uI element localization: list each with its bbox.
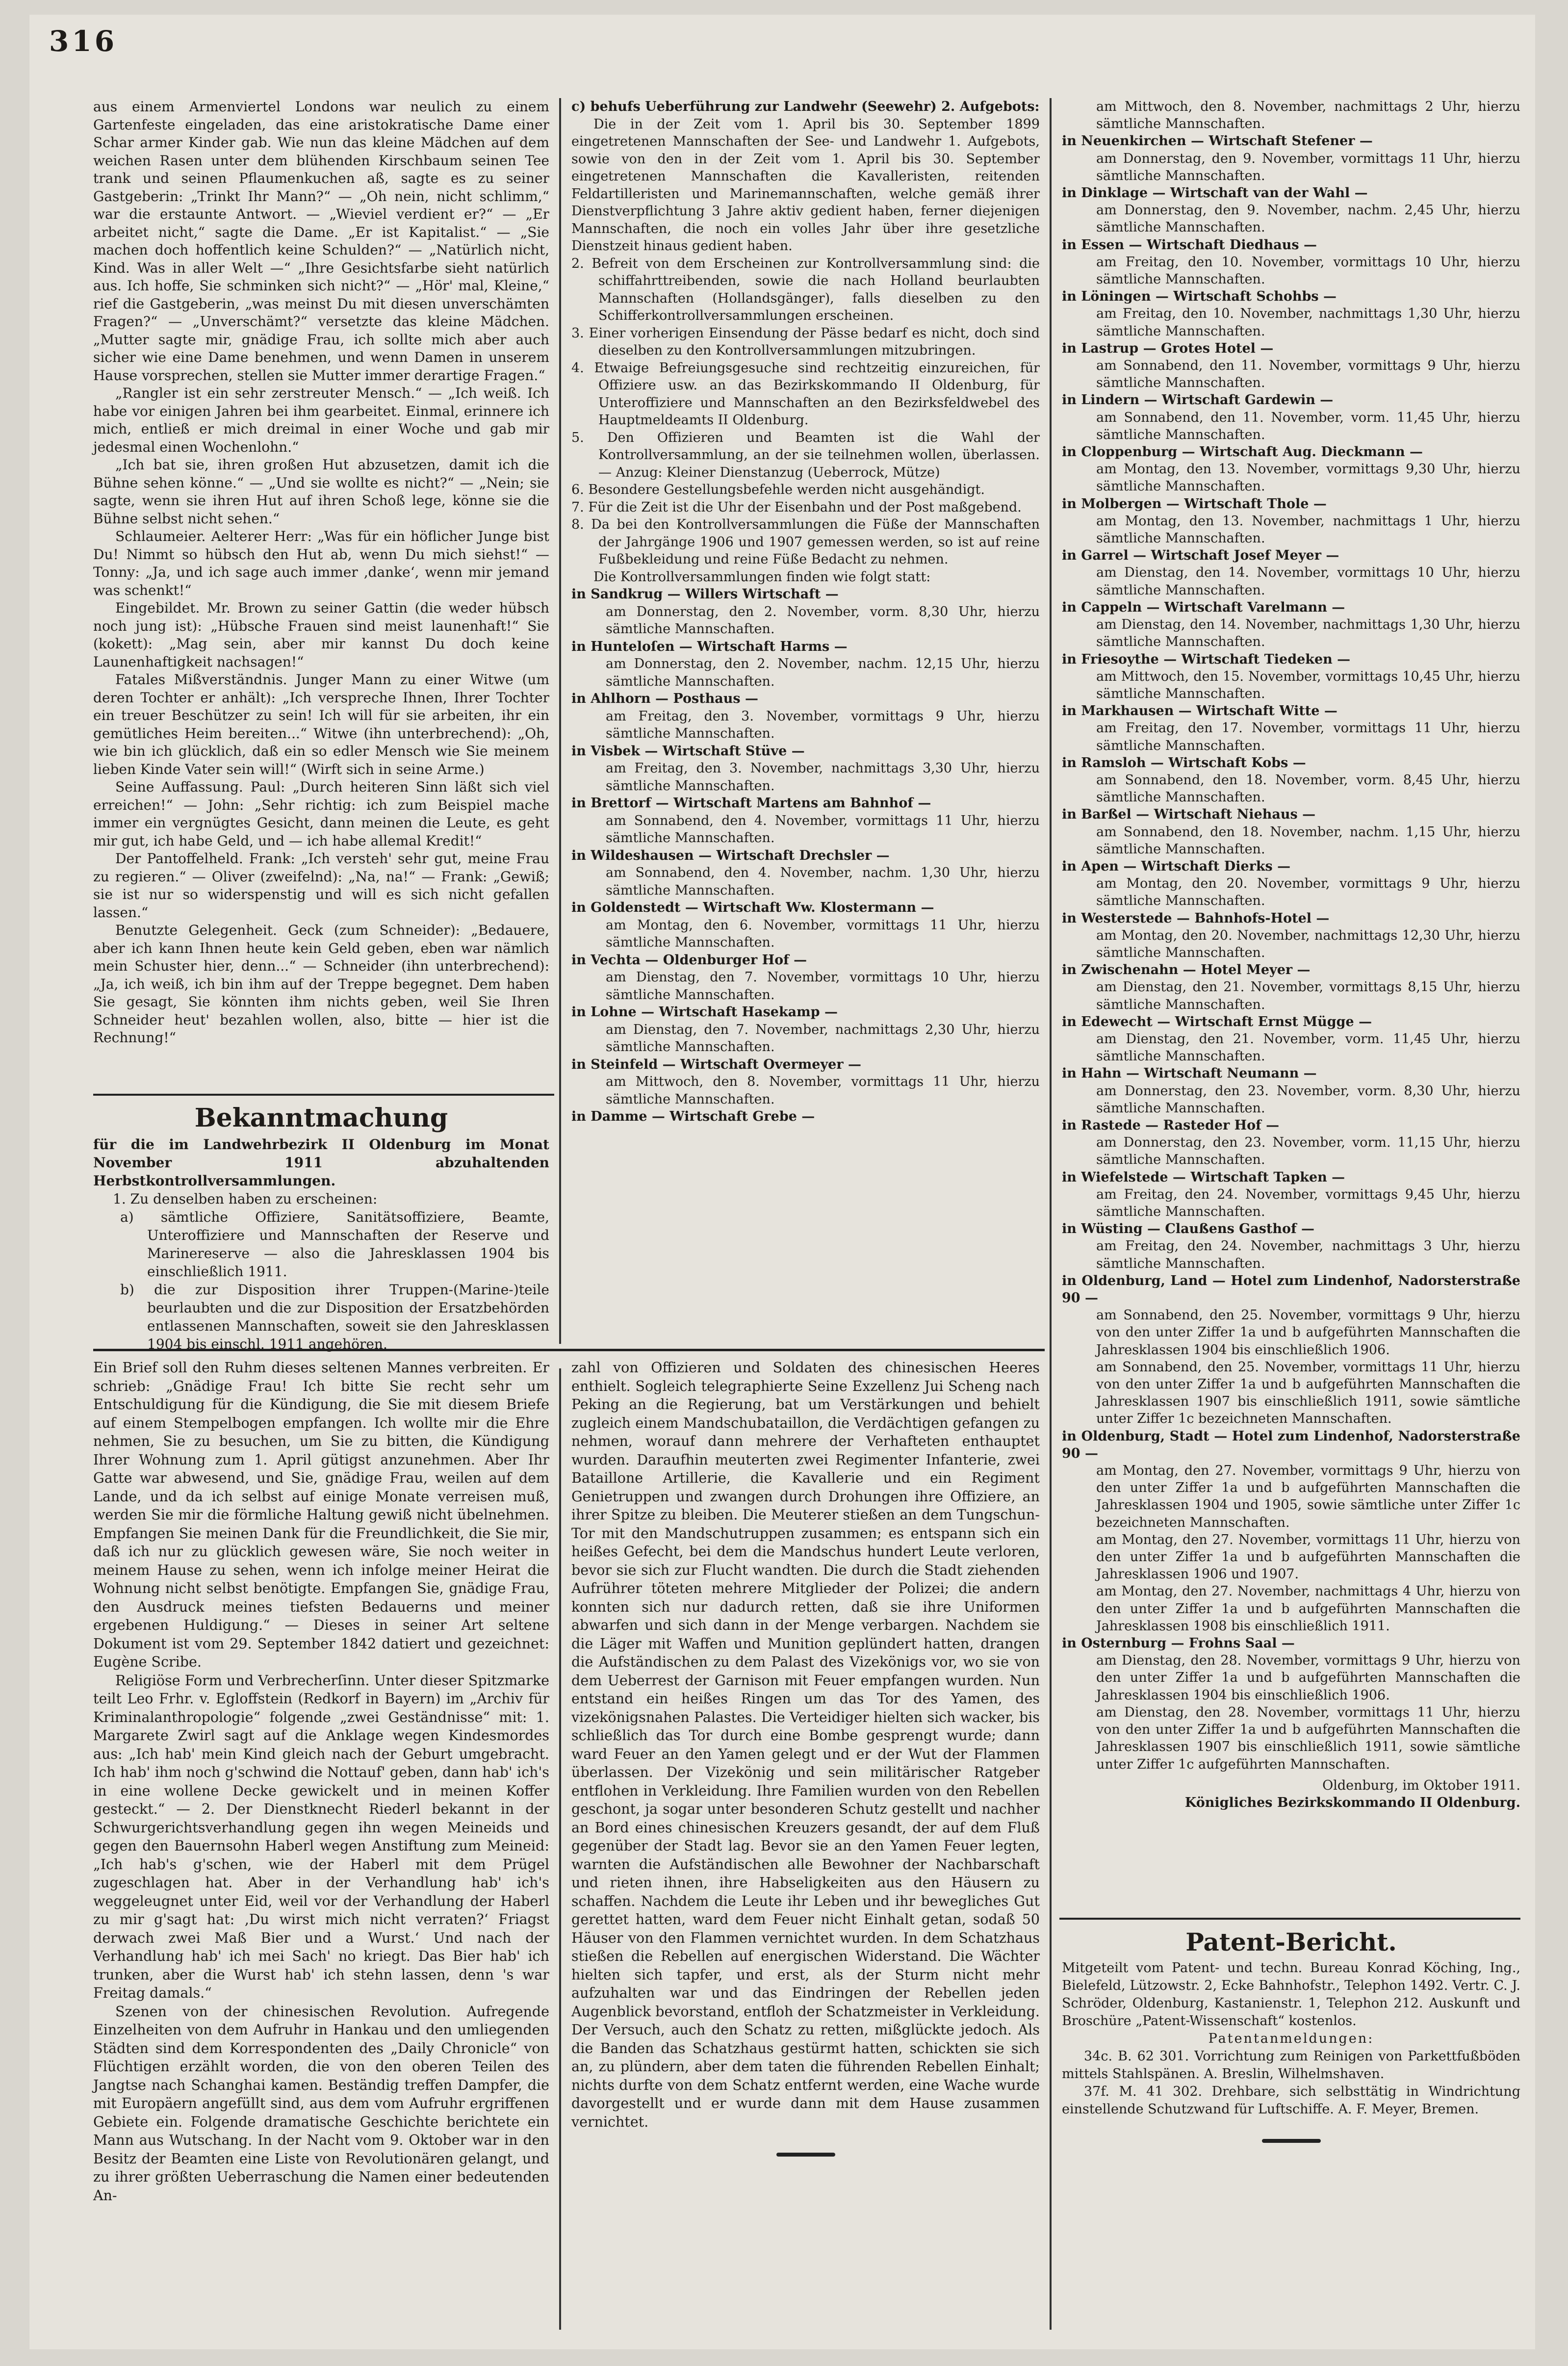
schedule-entry: [1062, 754, 1520, 806]
schedule-time: am Freitag, den 24. November, nachmittags 3 Uhr, hierzu sämtliche Mannschaften.: [1096, 1238, 1520, 1271]
anecdote: „Rangler ist ein sehr zerstreuter Mensch.“ — „Ich weiß. Ich habe vor einigen Jahren bei ihm gearbeitet. Einmal, erinnere ich mich, entließ er mich dreimal in einer Woche und gab mir jedesmal einen Wochenlohn.“: [93, 385, 549, 455]
schedule-entry: [571, 899, 1040, 952]
anecdote: Fatales Mißverständnis. Junger Mann zu einer Witwe (um deren Tochter er anhält): „Ich verspreche Ihnen, Ihrer Tochter ein treuer Beschützer zu sein! Ich will für sie arbeiten, ihr ein gemütliches Heim bereiten...“ Witwe (ihn unterbrechend): „Oh, wie bin ich glücklich, daß ein so edler Mensch wie Sie meinem lieben Kinde Vater sein will!“ (Wirft sich in seine Arme.): [93, 671, 549, 777]
schedule-location: in Markhausen — Wirtschaft Witte —: [1062, 703, 1337, 719]
schedule-time: am Freitag, den 10. November, nachmittags 1,30 Uhr, hierzu sämtliche Mannschaften.: [1096, 306, 1520, 339]
schedule-entry: [571, 690, 1040, 743]
schedule-entry: [571, 638, 1040, 691]
schedule-location: in Barßel — Wirtschaft Niehaus —: [1062, 807, 1316, 823]
anecdote: Eingebildet. Mr. Brown zu seiner Gattin (die weder hübsch noch jung ist): „Hübsche Frauen sind meist launenhaft!“ Sie (kokett): „Mag sein, aber mir kannst Du doch keine Launenhaftigkeit nachsagen!“: [93, 600, 549, 670]
schedule-location: in Cloppenburg — Wirtschaft Aug. Dieckmann —: [1062, 444, 1423, 460]
schedule-time: am Dienstag, den 28. November, vormittags 11 Uhr, hierzu von den unter Ziffer 1a und b aufgeführten Mannschaften die Jahresklassen 1907 bis einschließlich 1911, sowie sämtliche unter Ziffer 1c aufgeführten Mannschaften.: [1096, 1704, 1520, 1772]
schedule-time: am Donnerstag, den 9. November, nachm. 2,45 Uhr, hierzu sämtliche Mannschaften.: [1096, 203, 1520, 235]
schedule-time: am Freitag, den 3. November, nachmittags 3,30 Uhr, hierzu sämtliche Mannschaften.: [606, 761, 1040, 794]
schedule-time: am Dienstag, den 7. November, vormittags 10 Uhr, hierzu sämtliche Mannschaften.: [606, 970, 1040, 1003]
schedule-time: am Montag, den 20. November, vormittags 9 Uhr, hierzu sämtliche Mannschaften.: [1096, 876, 1520, 909]
article-china: Szenen von der chinesischen Revolution. Aufregende Einzelheiten von dem Aufruhr in Hankau und den umliegenden Städten sind dem Korrespondenten des „Daily Chronicle“ von Flüchtigen erzählt worden, die von den oberen Teilen des Jangtse nach Schanghai kamen. Beständig treffen Dampfer, die mit Europäern angefüllt sind, aus dem vom Aufruhr ergriffenen Gebiete ein. Folgende dramatische Geschichte berichtete ein Mann aus Wutschang. In der Nacht vom 9. Oktober war in den Besitz der Beamten eine Liste von Revolutionären gelangt, und zu ihrer größten Ueberraschung die Namen einer bedeutenden An-: [93, 2003, 549, 2204]
column-rule: [1050, 98, 1052, 2330]
bekanntmachung-item: 1. Zu denselben haben zu erscheinen:: [113, 1191, 378, 1207]
schedule-entry: [1062, 702, 1520, 754]
schedule-entry: [1062, 98, 1520, 132]
schedule-location: in Wildeshausen — Wirtschaft Drechsler —: [571, 848, 890, 863]
schedule-entry: [1062, 806, 1520, 858]
schedule-location: in Ramsloh — Wirtschaft Kobs —: [1062, 755, 1306, 771]
schedule-time: am Montag, den 13. November, nachmittags 1 Uhr, hierzu sämtliche Mannschaften.: [1096, 513, 1520, 546]
schedule-entry: [1062, 184, 1520, 236]
schedule-time: am Sonnabend, den 25. November, vormittags 9 Uhr, hierzu von den unter Ziffer 1a und b aufgeführten Mannschaften die Jahresklassen 1904 bis einschließlich 1906.: [1096, 1308, 1520, 1358]
schedule-entry: [571, 1108, 1040, 1126]
schedule-location: in Oldenburg, Stadt — Hotel zum Lindenhof, Nadorsterstraße 90 —: [1062, 1428, 1520, 1461]
schedule-location: in Rastede — Rasteder Hof —: [1062, 1117, 1280, 1133]
schedule-list: [1062, 98, 1520, 1773]
closing-dash: [571, 2143, 1040, 2161]
anecdote: „Ich bat sie, ihren großen Hut abzusetzen, damit ich die Bühne sehen könne.“ — „Und sie wollte es nicht?“ — „Nein; sie sagte, wenn sie ihren Hut auf ihren Schoß lege, könne sie die Bühne selbst nicht sehen.“: [93, 457, 549, 527]
schedule-location: in Apen — Wirtschaft Dierks —: [1062, 858, 1291, 874]
schedule-location: in Osternburg — Frohns Saal —: [1062, 1636, 1295, 1651]
article-religion: Religiöse Form und Verbrecherſinn. Unter dieser Spitzmarke teilt Leo Frhr. v. Egloffstein (Redkorf in Bayern) im „Archiv für Kriminalanthropologie“ folgende „zwei Geständnisse“ mit: 1. Margarete Zwirl sagt auf die Anklage wegen Kindesmordes aus: „Ich hab' mein Kind gleich nach der Geburt umgebracht. Ich hab' ihm noch g'schwind die Nottauf' geben, dann hab' ich's in eine wollene Decke gewickelt und in meinen Koffer gesteckt.“ — 2. Der Dienstknecht Riederl bekannt in der Schwurgerichtsverhandlung gegen ihn wegen Meineids und gegen den Bauernsohn Haberl wegen Anstiftung zum Meineid: „Ich hab's g'schen, wie der Haberl mit dem Prügel zugeschlagen hat. Aber in der Verhandlung hab' ich's weggeleugnet unter Eid, weil vor der Verhandlung der Haberl zu mir g'sagt hat: ‚Du wirst mich nicht verraten?‘ Friagst derwach zwei Maß Bier und a Wurst.‘ Und nach der Verhandlung hab' ich mei Sach' no kriegt. Das Bier hab' ich trunken, aber die Wurst hab' ich stehn lassen, denn 's war Freitag damals.“: [93, 1672, 549, 2001]
schedule-location: in Goldenstedt — Wirtschaft Ww. Klostermann —: [571, 900, 934, 915]
schedule-location: in Friesoythe — Wirtschaft Tiedeken —: [1062, 651, 1351, 667]
schedule-time: am Freitag, den 17. November, vormittags 11 Uhr, hierzu sämtliche Mannschaften.: [1096, 720, 1520, 753]
bekanntmachung-item: 3. Einer vorherigen Einsendung der Pässe bedarf es nicht, doch sind dieselben zu den Kontrollversammlungen mitzubringen.: [571, 325, 1040, 358]
schedule-time: am Sonnabend, den 4. November, nachm. 1,30 Uhr, hierzu sämtliche Mannschaften.: [606, 865, 1040, 898]
schedule-time: am Dienstag, den 28. November, vormittags 9 Uhr, hierzu von den unter Ziffer 1a und b aufgeführten Mannschaften die Jahresklassen 1904 bis einschließlich 1906.: [1096, 1653, 1520, 1703]
schedule-location: in Molbergen — Wirtschaft Thole —: [1062, 496, 1327, 512]
anecdote: Der Pantoffelheld. Frank: „Ich versteh' sehr gut, meine Frau zu regieren.“ — Oliver (zweifelnd): „Na, na!“ — Frank: „Gewiß; sie ist nur so widerspenstig und will es sich nicht gefallen lassen.“: [93, 850, 549, 921]
newspaper-page: [29, 15, 1535, 2349]
schedule-entry: [1062, 858, 1520, 910]
schedule-time: am Donnerstag, den 9. November, vormittags 11 Uhr, hierzu sämtliche Mannschaften.: [1096, 151, 1520, 183]
bekanntmachung-header: [93, 1101, 549, 1352]
schedule-time: am Donnerstag, den 23. November, vorm. 11,15 Uhr, hierzu sämtliche Mannschaften.: [1096, 1135, 1520, 1168]
schedule-time: am Montag, den 6. November, vormittags 11 Uhr, hierzu sämtliche Mannschaften.: [606, 917, 1040, 950]
schedule-time: am Dienstag, den 14. November, nachmittags 1,30 Uhr, hierzu sämtliche Mannschaften.: [1096, 617, 1520, 650]
schedule-time: am Dienstag, den 7. November, nachmittags 2,30 Uhr, hierzu sämtliche Mannschaften.: [606, 1022, 1040, 1054]
schedule-location: in Damme — Wirtschaft Grebe —: [571, 1109, 815, 1124]
schedule-time: am Donnerstag, den 23. November, vorm. 8,30 Uhr, hierzu sämtliche Mannschaften.: [1096, 1083, 1520, 1116]
bekanntmachung-item: 4. Etwaige Befreiungsgesuche sind rechtzeitig einzureichen, für Offiziere usw. an das Bezirkskommando II Oldenburg, für Unteroffiziere und Mannschaften an den Bezirksfeldwebel des Hauptmeldeamts II Oldenburg.: [571, 360, 1040, 428]
schedule-entry: [1062, 391, 1520, 443]
schedule-location: in Wüsting — Claußens Gasthof —: [1062, 1221, 1315, 1237]
schedule-time: am Sonnabend, den 25. November, vormittags 11 Uhr, hierzu von den unter Ziffer 1a und b aufgeführten Mannschaften die Jahresklassen 1907 bis einschließlich 1911, sowie sämtliche unter Ziffer 1c bezeichneten Mannschaften.: [1096, 1359, 1520, 1427]
column-rule: [559, 98, 561, 1344]
schedule-entry: [1062, 1065, 1520, 1117]
schedule-location: in Brettorf — Wirtschaft Martens am Bahnhof —: [571, 796, 931, 811]
patent-title: Patent-Bericht.: [1185, 1928, 1397, 1956]
schedule-entry: [1062, 236, 1520, 288]
bekanntmachung-item: 5. Den Offizieren und Beamten ist die Wahl der Kontrollversammlung, an der sie teilnehmen wollen, überlassen. — Anzug: Kleiner Dienstanzug (Ueberrock, Mütze): [571, 430, 1040, 480]
schedule-location: in Hahn — Wirtschaft Neumann —: [1062, 1066, 1317, 1081]
schedule-entry: [1062, 1583, 1520, 1635]
schedule-time: am Montag, den 27. November, nachmittags 4 Uhr, hierzu von den unter Ziffer 1a und b aufgeführten Mannschaften die Jahresklassen 1908 bis einschließlich 1911.: [1096, 1584, 1520, 1634]
schedule-time: am Mittwoch, den 8. November, nachmittags 2 Uhr, hierzu sämtliche Mannschaften.: [1096, 99, 1520, 132]
schedule-time: am Montag, den 13. November, vormittags 9,30 Uhr, hierzu sämtliche Mannschaften.: [1096, 462, 1520, 494]
schedule-time: am Sonnabend, den 18. November, vorm. 8,45 Uhr, hierzu sämtliche Mannschaften.: [1096, 772, 1520, 805]
schedule-location: in Steinfeld — Wirtschaft Overmeyer —: [571, 1056, 861, 1072]
schedule-entry: [1062, 1013, 1520, 1065]
schedule-entry: [1062, 1704, 1520, 1773]
schedule-entry: [571, 1003, 1040, 1056]
schedule-location: in Zwischenahn — Hotel Meyer —: [1062, 962, 1311, 978]
schedule-entry: [1062, 1220, 1520, 1272]
schedule-entry: [1062, 1117, 1520, 1169]
schedule-location: in Dinklage — Wirtschaft van der Wahl —: [1062, 185, 1368, 201]
column-schedule: [1062, 98, 1520, 1908]
column-lower-middle: [571, 1359, 1040, 2325]
schedule-location: in Lohne — Wirtschaft Hasekamp —: [571, 1004, 838, 1020]
schedule-entry: [1062, 340, 1520, 392]
article-scribe: Ein Brief soll den Ruhm dieses seltenen Mannes verbreiten. Er schrieb: „Gnädige Frau! Ich bitte Sie recht sehr um Entschuldigung für die Kündigung, die Sie mit diesem Briefe auf einem Stempelbogen empfangen. Ich wollte mir die Ehre nehmen, Sie zu besuchen, um Sie zu bitten, die Kündigung Ihrer Wohnung zum 1. April gütigst anzunehmen. Aber Ihr Gatte war abwesend, und Sie, gnädige Frau, weilen auf dem Lande, und da ich selbst auf einige Monate verreisen muß, werden Sie mir die förmliche Haltung gewiß nicht übelnehmen. Empfangen Sie meinen Dank für die Freundlichkeit, die Sie mir, daß ich nur zu glücklich gewesen wäre, Sie noch weiter in meinem Hause zu sehen, wenn ich infolge meiner Heirat die Wohnung nicht selbst benötigte. Empfangen Sie, gnädige Frau, den Ausdruck meines tiefsten Bedauerns und meiner ergebenen Huldigung.“ — Dieses in seiner Art seltene Dokument ist vom 29. September 1842 datiert und gezeichnet: Eugène Scribe.: [93, 1360, 549, 1670]
schedule-entry: [1062, 599, 1520, 651]
schedule-entry: [571, 1056, 1040, 1108]
anecdote: Seine Auffassung. Paul: „Durch heiteren Sinn läßt sich viel erreichen!“ — John: „Sehr richtig: ich zum Beispiel mache immer ein vergnügtes Gesicht, dann meinen die Leute, es geht mir gut, ich habe Geld, und — ich habe allemal Kredit!“: [93, 779, 549, 849]
schedule-location: in Neuenkirchen — Wirtschaft Stefener —: [1062, 133, 1373, 149]
schedule-time: am Mittwoch, den 8. November, vormittags 11 Uhr, hierzu sämtliche Mannschaften.: [606, 1074, 1040, 1107]
schedule-location: in Garrel — Wirtschaft Josef Meyer —: [1062, 548, 1339, 564]
schedule-time: am Sonnabend, den 11. November, vormittags 9 Uhr, hierzu sämtliche Mannschaften.: [1096, 358, 1520, 391]
schedule-time: am Montag, den 27. November, vormittags 9 Uhr, hierzu von den unter Ziffer 1a und b aufgeführten Mannschaften die Jahresklassen 1904 und 1905, sowie sämtliche unter Ziffer 1c bezeichneten Mannschaften.: [1096, 1463, 1520, 1530]
anecdote: Schlaumeier. Aelterer Herr: „Was für ein höflicher Junge bist Du! Nimmt so hübsch den Hut ab, wenn Du mich siehst!“ — Tonny: „Ja, und ich sage auch immer ‚danke‘, wenn mir jemand was schenkt!“: [93, 528, 549, 598]
schedule-entry: [1062, 443, 1520, 495]
section-rule: [1059, 1918, 1520, 1920]
schedule-entry: [1062, 961, 1520, 1013]
closing-dash: [1062, 2130, 1520, 2148]
anecdote: aus einem Armenviertel Londons war neulich zu einem Gartenfeste eingeladen, das eine aristokratische Dame einer Schar armer Kinder gab. Wie nun das kleine Mädchen auf dem weichen Rasen unter dem blühenden Kirschbaum seinen Tee trank und seinen Pflaumenkuchen aß, sagte es zu seiner Gastgeberin: „Trinkt Ihr Mann?“ — „Oh nein, nicht schlimm,“ war die erstaunte Antwort. — „Wieviel verdient er?“ — „Er arbeitet nicht,“ sagte die Dame. „Er ist Kapitalist.“ — „Sie machen doch hoffentlich keine Schulden?“ — „Natürlich nicht, Kind. Was in aller Welt —“ „Ihre Gesichtsfarbe sieht natürlich aus. Ich hoffe, Sie schminken sich nicht?“ — „Hör' mal, Kleine,“ rief die Gastgeberin, „was meinst Du mit diesen unverschämten Fragen?“ — „Unverschämt?“ versetzte das kleine Mädchen. „Mutter sagte mir, gnädige Frau, ich sollte mich aber auch sicher wie eine Dame benehmen, und wenn Damen in unserem Hause vorsprechen, stellen sie Mutter immer derartige Fragen.“: [93, 99, 549, 384]
bekanntmachung-signature: Königliches Bezirkskommando II Oldenburg.: [1184, 1795, 1520, 1810]
bekanntmachung-item: b) die zur Disposition ihrer Truppen-(Marine-)teile beurlaubten und die zur Disposition der Ersatzbehörden entlassenen Mannschaften, soweit sie den Jahresklassen 1904 bis einschl. 1911 angehören.: [120, 1282, 549, 1352]
schedule-time: am Sonnabend, den 4. November, vormittags 11 Uhr, hierzu sämtliche Mannschaften.: [606, 813, 1040, 846]
schedule-location: in Edewecht — Wirtschaft Ernst Mügge —: [1062, 1014, 1372, 1029]
schedule-time: am Donnerstag, den 2. November, nachm. 12,15 Uhr, hierzu sämtliche Mannschaften.: [606, 656, 1040, 689]
patent-entry: 37f. M. 41 302. Drehbare, sich selbsttätig in Windrichtung einstellende Schutzwand für Luftschiffe. A. F. Meyer, Bremen.: [1062, 2084, 1520, 2117]
schedule-entry: [1062, 1169, 1520, 1221]
schedule-entry: [1062, 288, 1520, 340]
column-bekanntmachung: [571, 98, 1040, 1344]
schedule-location: in Visbek — Wirtschaft Stüve —: [571, 743, 805, 759]
schedule-time: am Sonnabend, den 11. November, vorm. 11,45 Uhr, hierzu sämtliche Mannschaften.: [1096, 410, 1520, 442]
schedule-entry: [571, 952, 1040, 1004]
schedule-location: in Löningen — Wirtschaft Schohbs —: [1062, 289, 1337, 305]
patent-entry: 34c. B. 62 301. Vorrichtung zum Reinigen von Parkettfußböden mittels Stahlspänen. A. Breslin, Wilhelmshaven.: [1062, 2049, 1520, 2082]
page-number: 316: [49, 25, 118, 58]
schedule-entry: [1062, 651, 1520, 703]
schedule-entry: [1062, 1531, 1520, 1583]
bekanntmachung-item: 6. Besondere Gestellungsbefehle werden nicht ausgehändigt.: [571, 482, 985, 497]
schedule-time: am Freitag, den 10. November, vormittags 10 Uhr, hierzu sämtliche Mannschaften.: [1096, 254, 1520, 287]
schedule-location: in Lindern — Wirtschaft Gardewin —: [1062, 392, 1334, 408]
bekanntmachung-date: Oldenburg, im Oktober 1911.: [1322, 1777, 1520, 1793]
schedule-location: in Wiefelstede — Wirtschaft Tapken —: [1062, 1169, 1345, 1185]
schedule-location: in Lastrup — Grotes Hotel —: [1062, 340, 1274, 356]
schedule-time: am Sonnabend, den 18. November, nachm. 1,15 Uhr, hierzu sämtliche Mannschaften.: [1096, 824, 1520, 857]
schedule-location: in Ahlhorn — Posthaus —: [571, 691, 759, 706]
schedule-time: am Dienstag, den 21. November, vorm. 11,45 Uhr, hierzu sämtliche Mannschaften.: [1096, 1031, 1520, 1064]
schedule-location: in Cappeln — Wirtschaft Varelmann —: [1062, 599, 1345, 615]
schedule-entry: [571, 586, 1040, 638]
bekanntmachung-title: Bekanntmachung: [194, 1103, 448, 1133]
column-anecdotes: [93, 98, 549, 1084]
schedule-time: am Freitag, den 24. November, vormittags 9,45 Uhr, hierzu sämtliche Mannschaften.: [1096, 1186, 1520, 1219]
schedule-time: am Montag, den 27. November, vormittags 11 Uhr, hierzu von den unter Ziffer 1a und b aufgeführten Mannschaften die Jahresklassen 1906 und 1907.: [1096, 1532, 1520, 1582]
schedule-entry: [1062, 1359, 1520, 1428]
schedule-time: am Dienstag, den 14. November, vormittags 10 Uhr, hierzu sämtliche Mannschaften.: [1096, 565, 1520, 598]
bekanntmachung-item: 8. Da bei den Kontrollversammlungen die Füße der Mannschaften der Jahrgänge 1906 und 1907 gemessen werden, so ist auf reine Fußbekleidung und reine Füße Bedacht zu nehmen.: [571, 517, 1040, 567]
schedule-entry: [571, 847, 1040, 900]
patent-subheading: Patentanmeldungen:: [1208, 2031, 1374, 2046]
schedule-time: am Dienstag, den 21. November, vormittags 8,15 Uhr, hierzu sämtliche Mannschaften.: [1096, 979, 1520, 1012]
schedule-time: am Montag, den 20. November, nachmittags 12,30 Uhr, hierzu sämtliche Mannschaften.: [1096, 927, 1520, 960]
schedule-time: am Freitag, den 3. November, vormittags 9 Uhr, hierzu sämtliche Mannschaften.: [606, 708, 1040, 741]
patent-intro: Mitgeteilt vom Patent- und techn. Bureau Konrad Köching, Ing., Bielefeld, Lützowstr. 2, Ecke Bahnhofstr., Telephon 1492. Vertr. C. J. Schröder, Oldenburg, Kastanienstr. 1, Telephon 212. Auskunft und Broschüre „Patent-Wissenschaft“ kostenlos.: [1062, 1960, 1520, 2029]
schedule-location: in Sandkrug — Willers Wirtschaft —: [571, 587, 839, 602]
schedule-location: in Oldenburg, Land — Hotel zum Lindenhof, Nadorsterstraße 90 —: [1062, 1273, 1520, 1306]
schedule-time: am Donnerstag, den 2. November, vorm. 8,30 Uhr, hierzu sämtliche Mannschaften.: [606, 604, 1040, 637]
bekanntmachung-item: c) behufs Ueberführung zur Landwehr (Seewehr) 2. Aufgebots:: [571, 99, 1040, 114]
column-lower-left: [93, 1359, 549, 2325]
schedule-entry: [1062, 495, 1520, 547]
bekanntmachung-list-intro: Die Kontrollversammlungen finden wie folgt statt:: [593, 569, 931, 585]
schedule-entry: [1062, 547, 1520, 599]
schedule-entry: [571, 743, 1040, 795]
bekanntmachung-subtitle: für die im Landwehrbezirk II Oldenburg im Monat November 1911 abzuhaltenden Herbstkontrollversammlungen.: [93, 1136, 549, 1189]
anecdote: Benutzte Gelegenheit. Geck (zum Schneider): „Bedauere, aber ich kann Ihnen heute kein Geld geben, eben war nämlich mein Schuster hier, denn...“ — Schneider (ihn unterbrechend): „Ja, ich weiß, ich bin ihm auf der Treppe begegnet. Dem haben Sie gesagt, Sie könnten ihm nichts geben, weil Sie Ihren Schneider heut' bezahlen wollen, also, bitte — hier ist die Rechnung!“: [93, 922, 549, 1046]
column-rule: [559, 1368, 561, 2330]
schedule-entry: [1062, 132, 1520, 184]
bekanntmachung-item: 7. Für die Zeit ist die Uhr der Eisenbahn und der Post maßgebend.: [571, 499, 1022, 515]
schedule-entry: [1062, 1635, 1520, 1704]
schedule-time: am Mittwoch, den 15. November, vormittags 10,45 Uhr, hierzu sämtliche Mannschaften.: [1096, 669, 1520, 701]
bekanntmachung-item: a) sämtliche Offiziere, Sanitätsoffiziere, Beamte, Unteroffiziere und Mannschaften der Reserve und Marinereserve — also die Jahresklassen 1904 bis einschließlich 1911.: [120, 1209, 549, 1280]
schedule-entry: [1062, 1428, 1520, 1531]
schedule-entry: [1062, 910, 1520, 962]
schedule-entry: [571, 795, 1040, 847]
schedule-location: in Essen — Wirtschaft Diedhaus —: [1062, 237, 1317, 253]
section-rule: [93, 1094, 554, 1096]
article-china-cont: zahl von Offizieren und Soldaten des chinesischen Heeres enthielt. Sogleich telegraphierte Seine Exzellenz Jui Scheng nach Peking an die Regierung, bat um Verstärkungen und behielt zugleich einem Mandschubataillon, die Verdächtigen gefangen zu nehmen, worauf dann mehrere der Verhafteten enthauptet wurden. Daraufhin meuterten zwei Regimenter Infanterie, zwei Bataillone Artillerie, die Kavallerie und ein Regiment Genietruppen und zwangen durch Drohungen ihre Offiziere, an ihrer Spitze zu bleiben. Die Meuterer stießen an dem Tungschun-Tor mit den Mandschutruppen zusammen; es entspann sich ein heißes Gefecht, bei dem die Mandschus hundert Leute verloren, bevor sie sich zur Flucht wandten. Die durch die Stadt ziehenden Aufrührer töteten mehrere Mitglieder der Polizei; die andern konnten sich nur dadurch retten, daß sie ihre Uniformen abwarfen und sich dann in der Menge verbargen. Nachdem sie die Läger mit Waffen und Munition geplündert hatten, drangen die Aufständischen zu dem Palast des Vizekönigs vor, wo sie von dem Ueberrest der Garnison mit Feuer empfangen wurden. Nun entstand ein heißes Ringen um das Tor des Yamen, des vizekönigsnahen Palastes. Die Verteidiger hielten sich wacker, bis schließlich das Tor durch eine Bombe gesprengt wurde; dann ward Feuer an den Yamen gelegt und er der Wut der Flammen überlassen. Der Vizekönig und sein militärischer Ratgeber entflohen in Verkleidung. Ihre Familien wurden von den Rebellen geschont, ja sogar unter besonderen Schutz gestellt und nachher an Bord eines chinesischen Kreuzers gesandt, der auf dem Fluß gegenüber der Stadt lag. Bevor sie an den Yamen Feuer legten, warnten die Aufständischen alle Bewohner der Nachbarschaft und rieten ihnen, ihre Habseligkeiten aus den Häusern zu schaffen. Nachdem die Leute ihr Leben und ihr bewegliches Gut gerettet hatten, ward dem Feuer nicht Einhalt getan, sodaß 50 Häuser von den Flammen vernichtet wurden. In dem Schatzhaus stießen die Rebellen auf energischen Widerstand. Die Wächter hielten sich tapfer, und erst, als der Sturm nicht mehr aufzuhalten war und das Eindringen der Rebellen jeden Augenblick bevorstand, entfloh der Schatzmeister in Verkleidung. Der Versuch, auch den Schatz zu retten, mißglückte jedoch. Als die Banden das Schatzhaus gestürmt hatten, schickten sie sich an, zu plündern, aber dem taten die führenden Rebellen Einhalt; nichts durfte von dem Schatz entfernt werden, eine Wache wurde davorgestellt und er wurde dann mit dem Hause zusammen vernichtet.: [571, 1360, 1040, 2130]
schedule-location: in Hunteloſen — Wirtschaft Harms —: [571, 639, 848, 654]
schedule-list: [571, 586, 1040, 1126]
schedule-location: in Westerstede — Bahnhofs-Hotel —: [1062, 910, 1330, 926]
patent-bericht: [1062, 1925, 1520, 2327]
bekanntmachung-item: 2. Befreit von dem Erscheinen zur Kontrollversammlung sind: die schiffahrttreibenden, sowie die nach Holland beurlaubten Mannschaften (Hollandsgänger), falls dieselben zu den Schifferkontrollversammlungen erscheinen.: [571, 256, 1040, 323]
bekanntmachung-text: Die in der Zeit vom 1. April bis 30. September 1899 eingetretenen Mannschaften der See- und Landwehr 1. Aufgebots, sowie von den in der Zeit vom 1. April bis 30. September eingetretenen Mannschaften die Kavalleristen, reitenden Feldartilleristen und Marinemannschaften, welche gemäß ihrer Dienstverpflichtung 3 Jahre aktiv gedient haben, ferner diejenigen Mannschaften, die noch ein volles Jahr über ihre gesetzliche Dienstzeit hinaus gedient haben.: [571, 116, 1040, 254]
schedule-location: in Vechta — Oldenburger Hof —: [571, 952, 807, 968]
schedule-entry: [1062, 1272, 1520, 1359]
